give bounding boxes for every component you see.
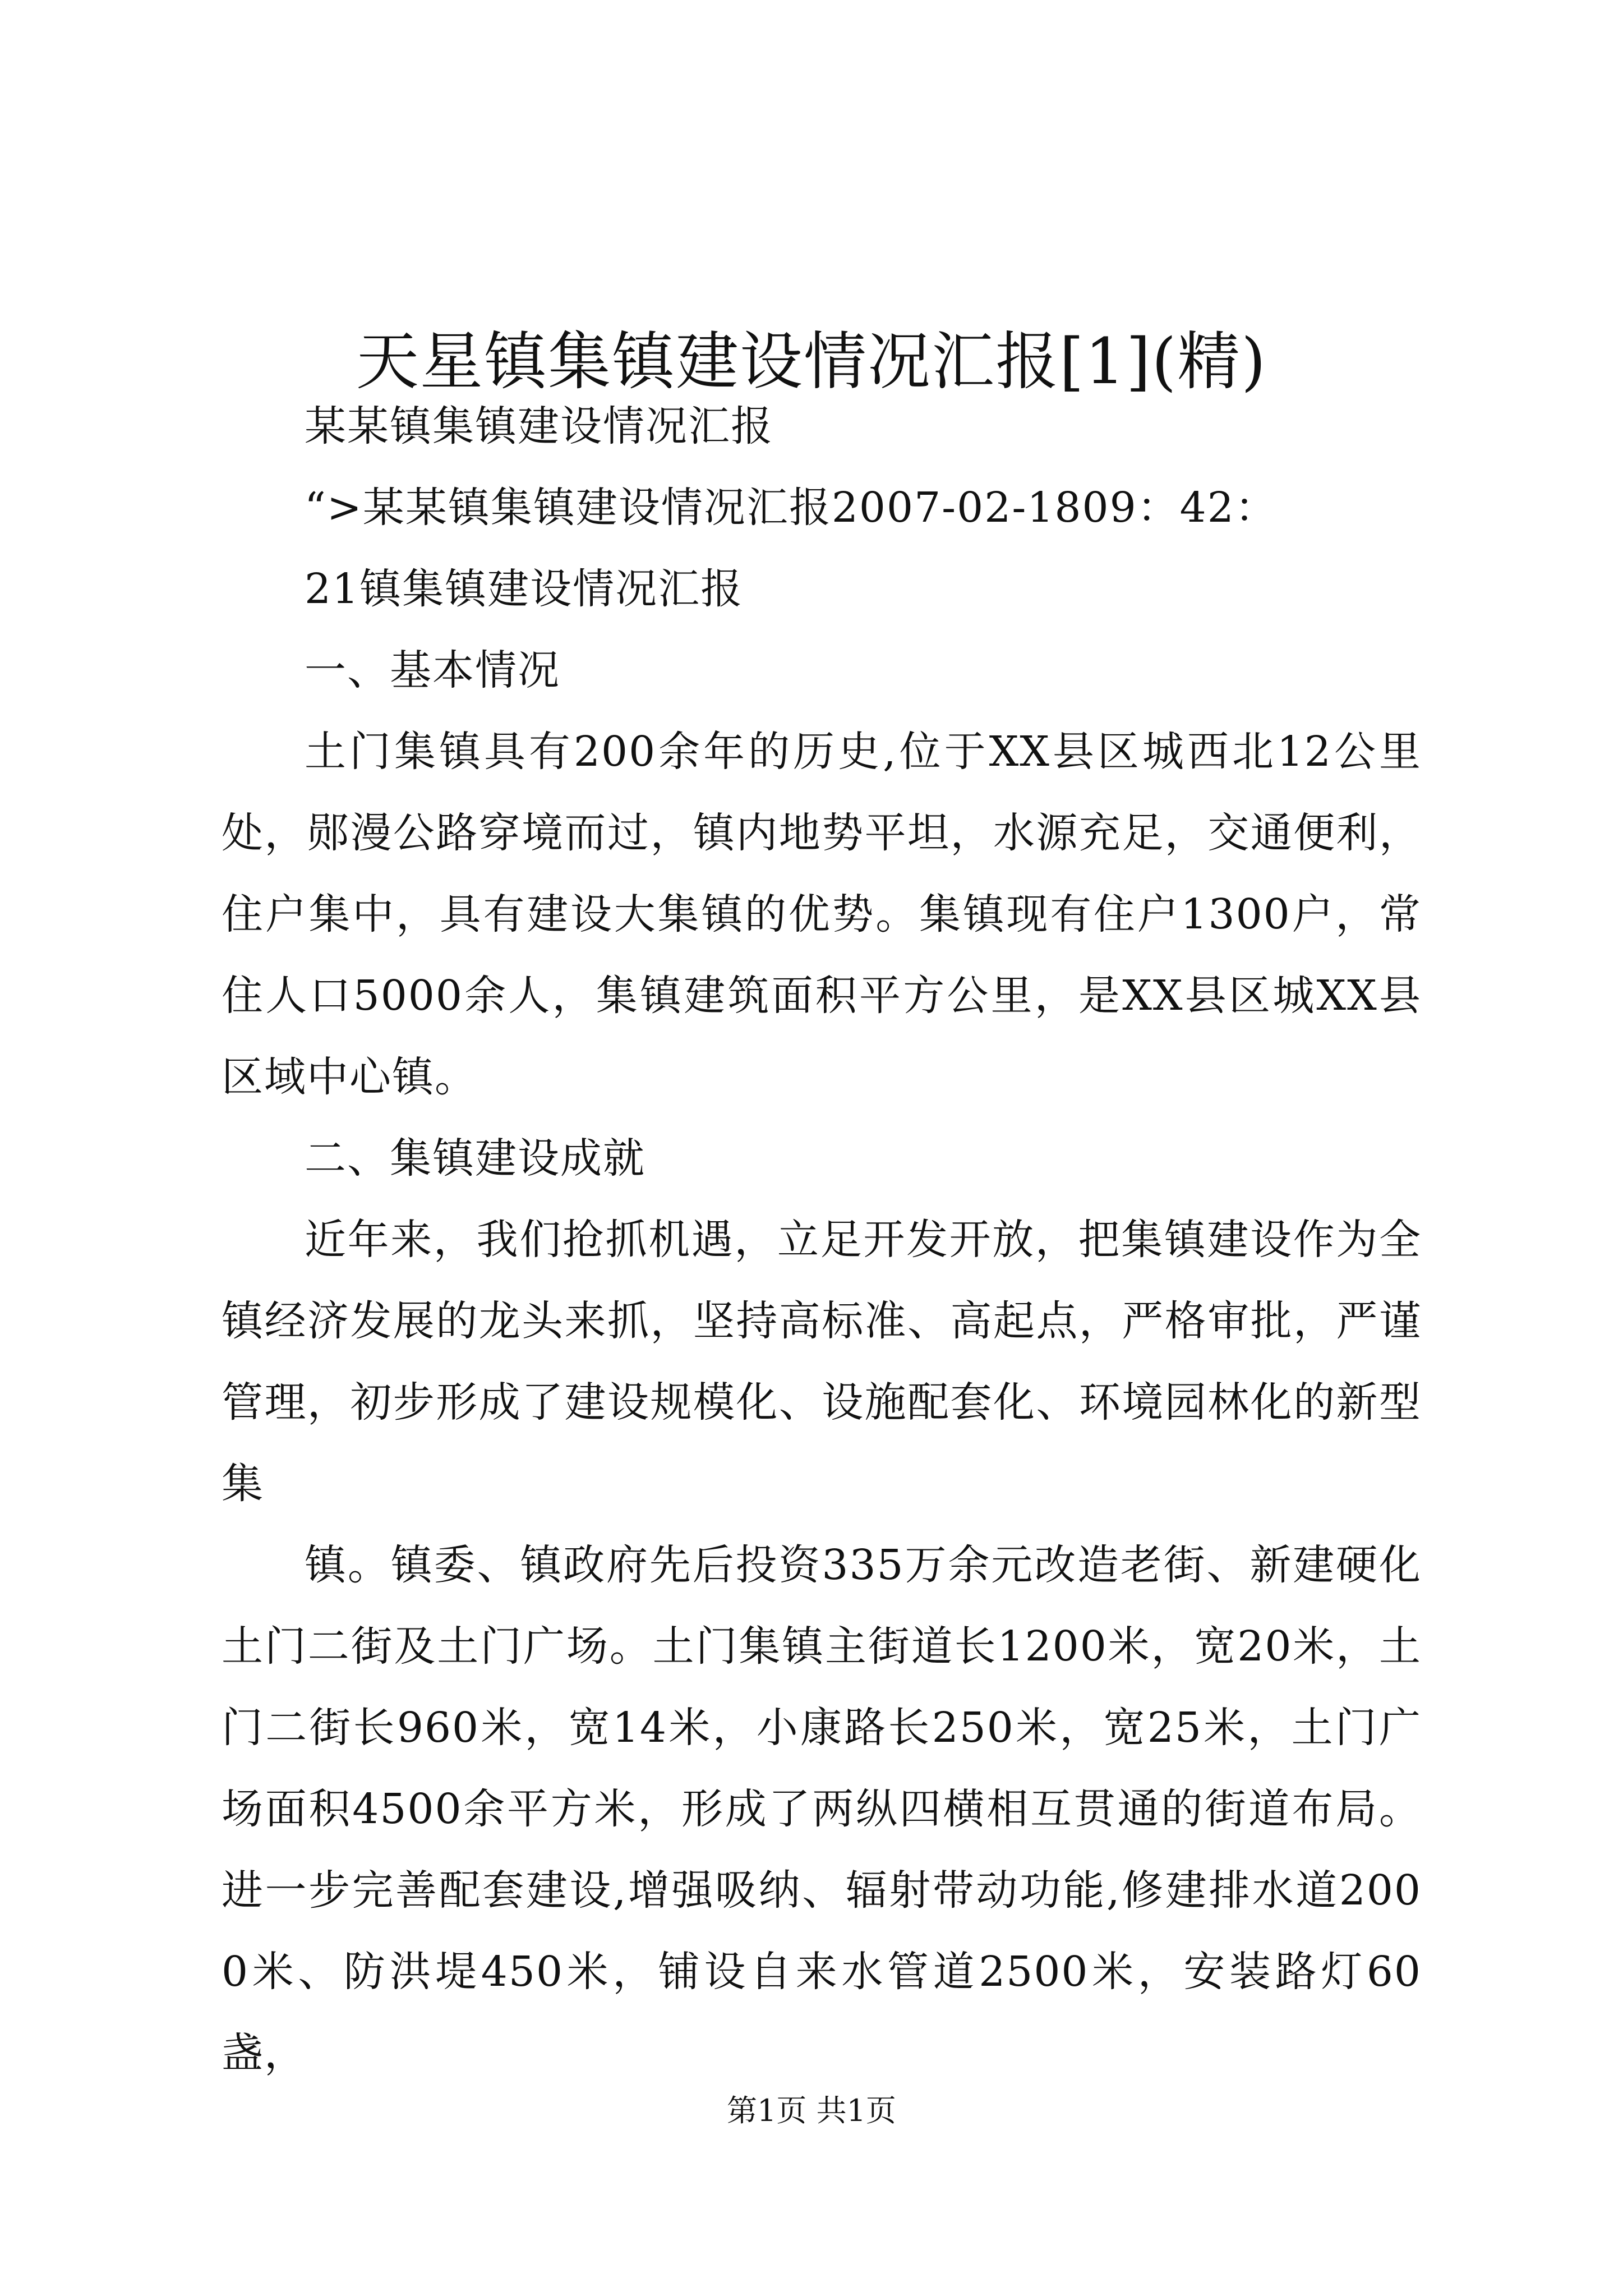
paragraph: 某某镇集镇建设情况汇报 <box>305 402 773 450</box>
document-title: 天星镇集镇建设情况汇报[1](精) <box>356 325 1267 399</box>
document-body <box>222 386 1422 2094</box>
page-footer: 第1页 共1页 <box>727 2093 896 2128</box>
paragraph: “>某某镇集镇建设情况汇报2007-02-1809：42： <box>305 484 1278 532</box>
paragraph: 土门集镇具有200余年的历史,位于XX县区城西北12公里处，郧漫公路穿境而过，镇内地势平坦，水源充足，交通便利，住户集中，具有建设大集镇的优势。集镇现有住户1300户，常住人口5000余人，集镇建筑面积平方公里，是XX县区城XX县区域中心镇。 <box>222 728 1422 1101</box>
paragraph: 镇。镇委、镇政府先后投资335万余元改造老街、新建硬化土门二街及土门广场。土门集镇主街道长1200米，宽20米，土门二街长960米，宽14米，小康路长250米，宽25米，土门广场面积4500余平方米，形成了两纵四横相互贯通的街道布局。进一步完善配套建设,增强吸纳、辐射带动功能,修建排水道2000米、防洪堤450米，铺设自来水管道2500米，安装路灯60盏， <box>222 1541 1422 2077</box>
section-heading: 一、基本情况 <box>305 646 560 694</box>
paragraph: 21镇集镇建设情况汇报 <box>305 565 744 613</box>
section-heading: 二、集镇建设成就 <box>305 1134 645 1182</box>
paragraph: 近年来，我们抢抓机遇，立足开发开放，把集镇建设作为全镇经济发展的龙头来抓，坚持高标准、高起点，严格审批，严谨管理，初步形成了建设规模化、设施配套化、环境园林化的新型集 <box>222 1216 1422 1508</box>
